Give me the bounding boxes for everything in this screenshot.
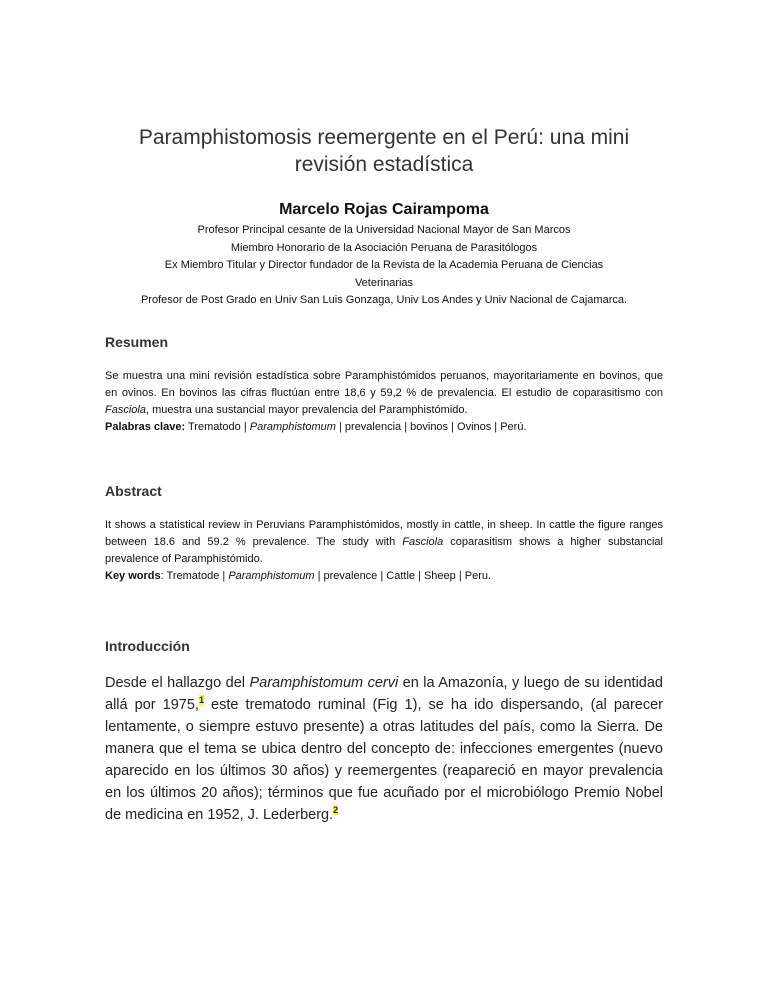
resumen-italic: Fasciola xyxy=(105,404,146,416)
keywords-part: | prevalencia | bovinos | Ovinos | Perú. xyxy=(335,421,527,433)
resumen-text-part: , muestra una sustancial mayor prevalencia del Paramphistómido. xyxy=(145,404,468,416)
resumen-text xyxy=(105,368,663,436)
abstract-italic: Fasciola xyxy=(402,536,444,548)
title-line-1: Paramphistomosis reemergente en el Perú: una mini xyxy=(138,126,630,149)
affiliation-line: Ex Miembro Titular y Director fundador de la Revista de la Academia Peruana de Ciencias xyxy=(164,259,604,271)
title-line-2: revisión estadística xyxy=(294,153,474,176)
abstract-text-part: It shows a statistical review in Peruvians Paramphistómidos, mostly in cattle, in sheep. In cattle the figure ranges between 18.6 and 59.2 % prevalence. The study with xyxy=(105,519,663,548)
keywords-part: : Trematode | xyxy=(160,570,229,582)
abstract-text-part: coparasitism shows a higher substancial prevalence of Paramphistómido. xyxy=(105,536,663,565)
reference-1[interactable]: 1 xyxy=(198,695,204,706)
intro-text-part: Desde el hallazgo del xyxy=(105,675,250,691)
affiliation-line: Profesor Principal cesante de la Universidad Nacional Mayor de San Marcos xyxy=(197,224,571,236)
abstract-keywords-label: Key words xyxy=(105,570,161,582)
keywords-italic: Paramphistomum xyxy=(249,421,336,433)
affiliation-line: Profesor de Post Grado en Univ San Luis Gonzaga, Univ Los Andes y Univ Nacional de Cajamarca. xyxy=(140,294,628,306)
keywords-part: Trematodo | xyxy=(185,421,250,433)
resumen-heading: Resumen xyxy=(105,334,169,350)
intro-text-part: este trematodo ruminal (Fig 1), se ha ido dispersando, (al parecer lentamente, o siempre estuvo presente) a otras latitudes del país, como la Sierra. De manera que el tema se ubica dentro del concepto de: infecciones emergentes (nuevo aparecido en los últimos 30 años) y reemergentes (reapareció en mayor prevalencia en los últimos 20 años); términos que fue acuñado por el microbiólogo Premio Nobel de medicina en 1952, J. Lederberg. xyxy=(105,697,664,823)
resumen-keywords xyxy=(105,421,527,433)
resumen-keywords-label: Palabras clave: xyxy=(105,421,186,433)
author-name: Marcelo Rojas Cairampoma xyxy=(279,201,489,218)
resumen-text-part: Se muestra una mini revisión estadística sobre Paramphistómidos peruanos, mayoritariamente en bovinos, que en ovinos. En bovinos las cifras fluctúan entre 18,6 y 59,2 % de prevalencia. El estudio de coparasitismo con xyxy=(105,370,663,399)
abstract-heading: Abstract xyxy=(105,483,162,499)
abstract-keywords xyxy=(105,570,491,582)
intro-heading: Introducción xyxy=(105,638,190,654)
reference-2[interactable]: 2 xyxy=(333,805,339,816)
abstract-text xyxy=(105,517,663,585)
intro-italic: Paramphistomum cervi xyxy=(249,675,399,691)
intro-paragraph xyxy=(105,672,663,826)
paper-title xyxy=(100,124,668,178)
affiliation-line: Veterinarias xyxy=(354,276,414,289)
keywords-italic: Paramphistomum xyxy=(228,570,315,582)
affiliation-line: Miembro Honorario de la Asociación Peruana de Parasitólogos xyxy=(230,241,538,254)
keywords-part: | prevalence | Cattle | Sheep | Peru. xyxy=(314,570,492,582)
affiliations xyxy=(90,222,678,310)
intro-text-part: en la Amazonía, y luego de su identidad allá por 1975, xyxy=(105,675,663,713)
